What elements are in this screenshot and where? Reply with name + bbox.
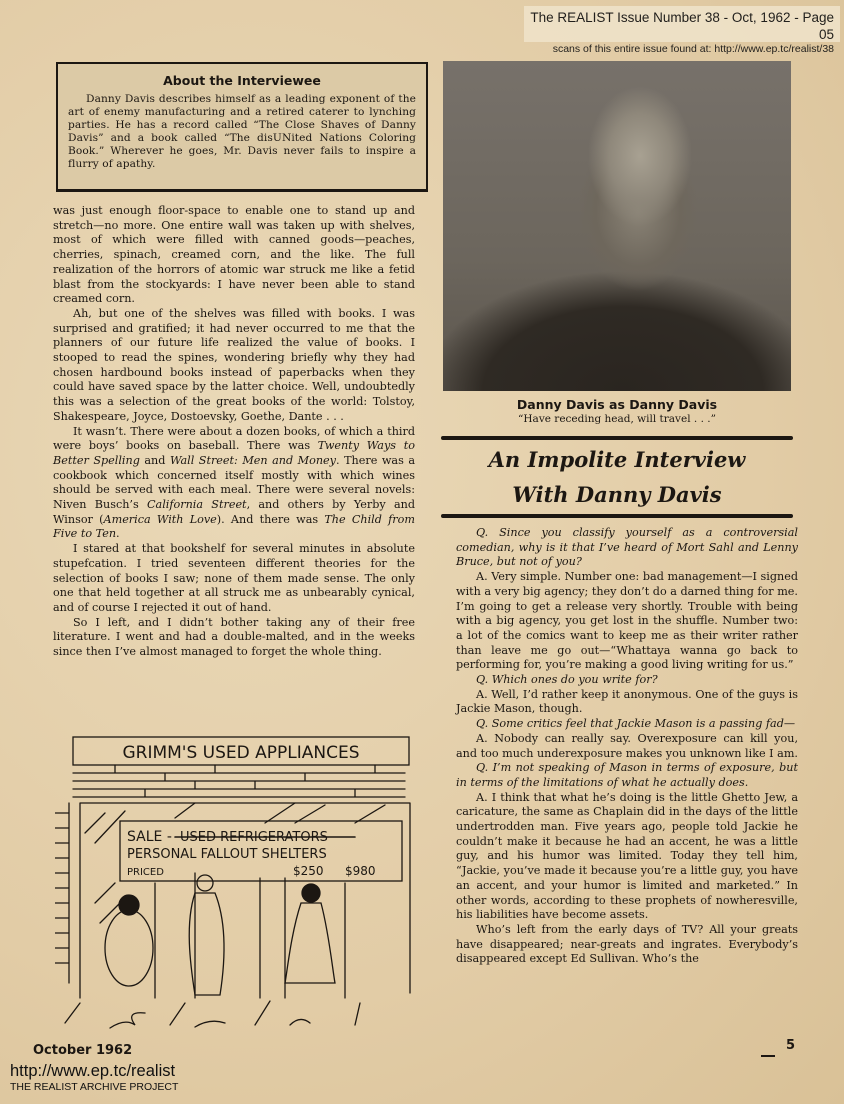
figure-woman [285, 903, 335, 983]
about-the-interviewee-box [56, 62, 428, 192]
figure-short-man [105, 910, 153, 986]
ground-scribbles [65, 1001, 360, 1028]
figure-short-man-head [119, 895, 139, 915]
paragraph: Who’s left from the early days of TV? All your greats have disappeared; near-greats and ingrates. Everybody’s disappeared except Ed Sullivan. Who’s the [456, 922, 798, 966]
photo-caption-subtitle: “Have receding head, will travel . . .” [518, 413, 716, 425]
about-box-title: About the Interviewee [163, 73, 321, 88]
archive-header [524, 6, 840, 55]
paragraph: So I left, and I didn’t bother taking any of their free literature. I went and had a double-malted, and in the weeks since then I’ve almost managed to forget the whole thing. [53, 615, 415, 659]
store-sign-text: GRIMM'S USED APPLIANCES [122, 743, 360, 763]
book-title: Twenty Ways to Better Spelling [53, 439, 415, 467]
answer: A. Nobody can really say. Overexposure can kill you, and too much underexposure makes you unknown like I am. [456, 731, 798, 760]
struck-refrigerators-text: USED REFRIGERATORS [180, 830, 328, 845]
issue-date: October 1962 [33, 1043, 133, 1058]
question: Q. Since you classify yourself as a controversial comedian, why is it that I’ve heard of Mort Sahl and Lenny Bruce, but not of you? [456, 526, 798, 569]
archive-footer [10, 1062, 178, 1094]
text-run: . [116, 527, 120, 541]
headline-line-2: With Danny Davis [512, 482, 722, 507]
headline-rule-top [441, 436, 793, 440]
question: Q. Which ones do you write for? [476, 673, 658, 687]
side-bricks [55, 803, 69, 983]
interview-text [456, 526, 798, 967]
figure-woman-head [302, 884, 320, 902]
figure-tall-man-head [197, 875, 213, 891]
price-low-text: $250 [293, 864, 324, 878]
paragraph: Ah, but one of the shelves was filled with books. I was surprised and gratified; it had never occurred to me that the planners of our future life realized the value of books. I stooped to read the spines, wondering briefly why they had chosen hardbound books instead of paperbacks when they could have saved space by the latter choice. Well, undoubtedly this was a selection of the great books of the world: Tolstoy, Shakespeare, Joyce, Dostoevsky, Goethe, Dante . . . [53, 306, 415, 423]
paragraph [53, 425, 415, 543]
archive-header-title: The REALIST Issue Number 38 - Oct, 1962 - Page 05 [530, 10, 834, 42]
headline-rule-bottom [441, 514, 793, 518]
fallout-shelters-text: PERSONAL FALLOUT SHELTERS [127, 847, 327, 862]
priced-text: PRICED [127, 867, 164, 878]
brick-wall [73, 765, 405, 797]
price-high-text: $980 [345, 864, 376, 878]
answer: A. Very simple. Number one: bad management—I signed with a very big agency; they don’t do a darned thing for me. I’m going to get a release very shortly. Trouble with being with a big agency, you get lost in the shuffle. Number two: a lot of the comics want to keep me as their writer rather than leave me go out—“Whattaya wanna go back to performing for, you’re making a good living writing for us.” [456, 570, 798, 672]
paragraph: was just enough floor-space to enable one to stand up and stretch—no more. One entire wall was taken up with shelves, most of which were filled with canned goods—peaches, cherries, spinach, creamed corn, and the like. The full realization of the horrors of atomic war struck me like a fetid blast from the stockyards: I have never been able to stand creamed corn. [53, 204, 415, 306]
answer: A. Well, I’d rather keep it anonymous. One of the guys is Jackie Mason, though. [456, 687, 798, 716]
text-run: and [139, 453, 170, 467]
text-run: , and others by Yerby and Winsor ( [53, 498, 415, 526]
photo-caption-title: Danny Davis as Danny Davis [516, 397, 718, 412]
headline-line-1: An Impolite Interview [488, 447, 746, 472]
text-run: . There was a cookbook which concerned itself mostly with which wines should be served with each meal. There were several novels: Niven Busch’s [53, 453, 416, 512]
book-title: America With Love [103, 512, 217, 526]
page-number-dash [761, 1055, 775, 1057]
left-column-text [53, 204, 415, 660]
answer: A. I think that what he’s doing is the little Ghetto Jew, a caricature, the same as Chaplain did in the days of the little undertrodden man. Five years ago, people told Jackie he couldn’t make it because he had an accent, he was a little guy, and his humor was limited. Today they tell him, “Jackie, you’ve made it because you’re a little guy, you have an accent, and your humor is limited and marketed.” In other words, according to these prophets of nowheresville, his liabilities have become assets. [456, 790, 798, 922]
archive-url-link[interactable]: http://www.ep.tc/realist [10, 1062, 176, 1080]
book-title: California Street [146, 498, 247, 512]
danny-davis-photo [443, 61, 791, 391]
page-number: 5 [786, 1038, 796, 1053]
cartoon-illustration [55, 733, 435, 1033]
archive-project-label: THE REALIST ARCHIVE PROJECT [10, 1081, 179, 1093]
paragraph: I stared at that bookshelf for several minutes in absolute stupefcation. I tried seventeen different theories for the selection of books I saw; none of them made sense. The only one that held together at all struck me as unbearably cynical, and of course I rejected it out of hand. [53, 542, 415, 614]
text-run: It wasn’t. There were about a dozen books, of which a third were boys’ books on baseball. There was [53, 424, 415, 453]
text-run: ). And there was [216, 512, 325, 526]
book-title: The Child from Five to Ten [53, 512, 415, 541]
sale-text: SALE - [127, 829, 172, 845]
question: Q. Some critics feel that Jackie Mason is a passing fad— [476, 717, 796, 731]
book-title: Wall Street: Men and Money [169, 453, 337, 467]
archive-header-link[interactable]: scans of this entire issue found at: http://www.ep.tc/realist/38 [552, 43, 834, 55]
about-box-body: Danny Davis describes himself as a leading exponent of the art of enemy manufacturing and a retired caterer to lynching parties. He has a record called “The Close Shaves of Danny Davis” and a book called “The disUNited Nations Coloring Book.” Wherever he goes, Mr. Davis never fails to inspire a flurry of apathy. [68, 93, 416, 170]
question: Q. I’m not speaking of Mason in terms of exposure, but in terms of the limitations of what he actually does. [456, 761, 798, 789]
